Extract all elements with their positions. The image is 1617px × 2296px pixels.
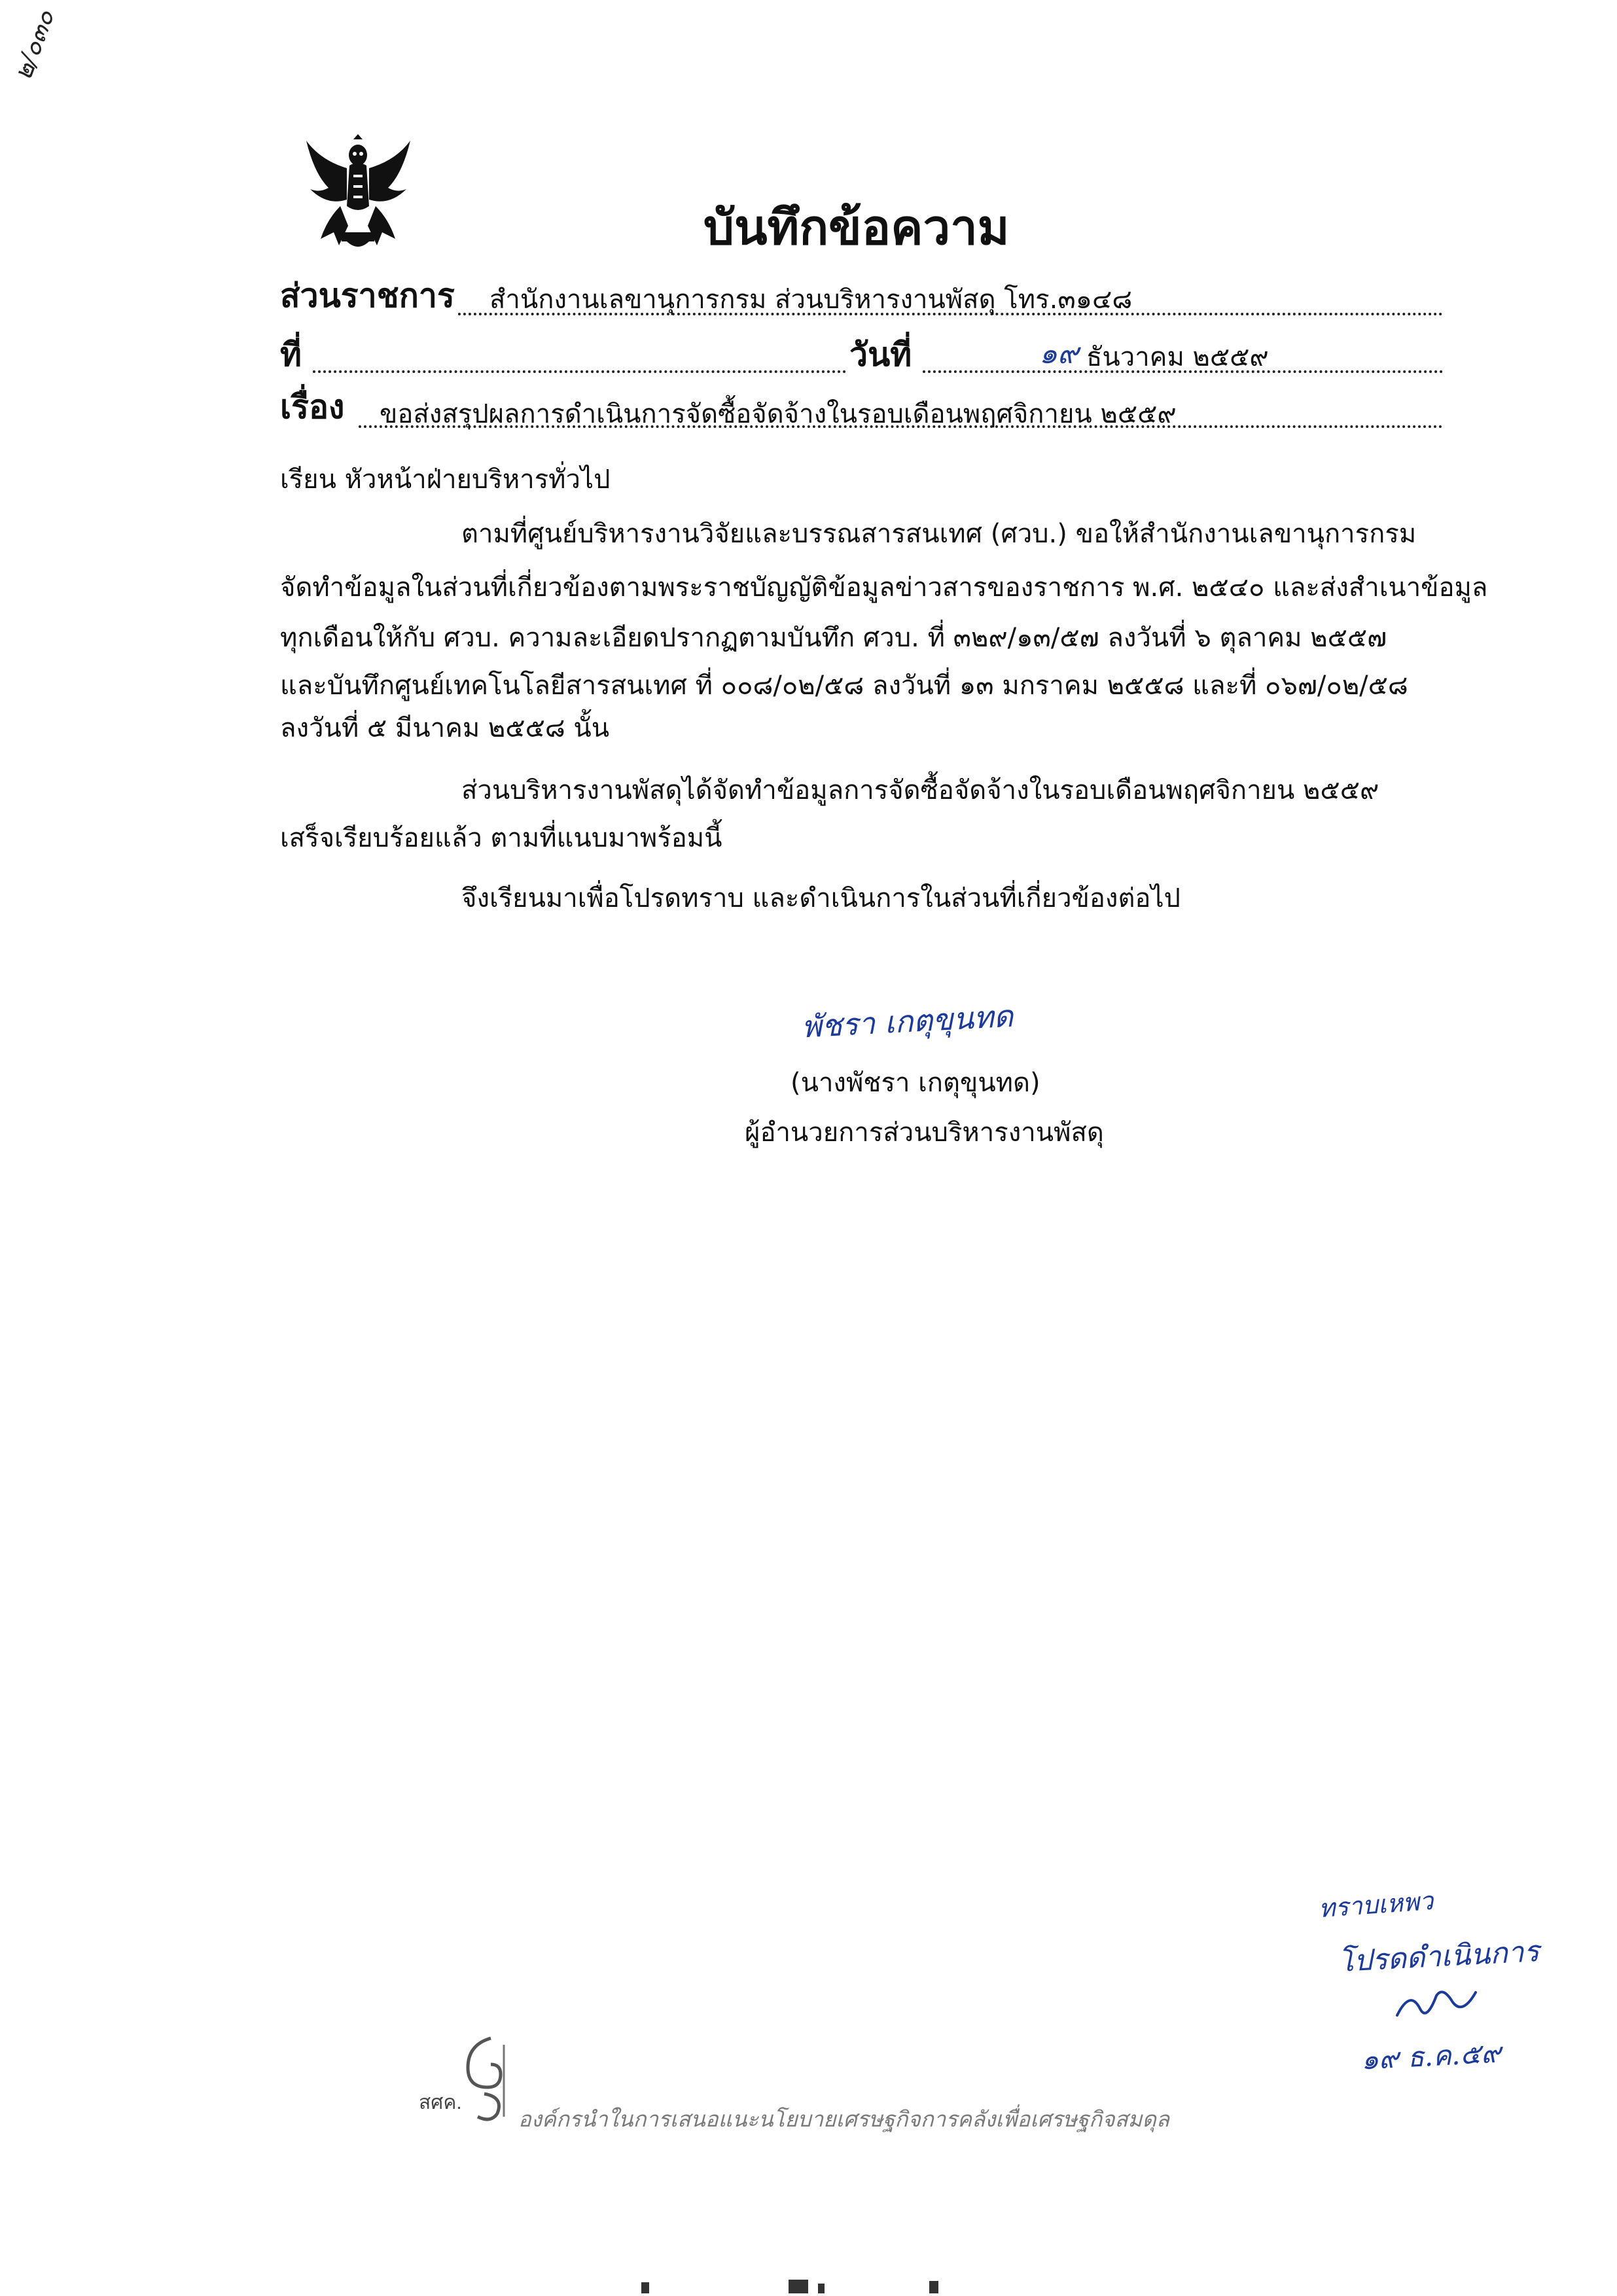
paragraph2-line1: ส่วนบริหารงานพัสดุได้จัดทำข้อมูลการจัดซื้อจัดจ้างในรอบเดือนพฤศจิกายน ๒๕๕๙: [461, 775, 1379, 805]
subject-value: ขอส่งสรุปผลการดำเนินการจัดซื้อจัดจ้างในรอบเดือนพฤศจิกายน ๒๕๕๙: [380, 399, 1177, 429]
document-title: บันทึกข้อความ: [703, 200, 1010, 256]
department-label: ส่วนราชการ: [280, 277, 455, 315]
signatory-name: (นางพัชรา เกตุขุนทด): [791, 1068, 1040, 1098]
reference-label: ที่: [280, 336, 302, 374]
salutation: เรียน หัวหน้าฝ่ายบริหารทั่วไป: [280, 465, 611, 495]
footer-slogan: องค์กรนำในการเสนอแนะนโยบายเศรษฐกิจการคลังเพื่อเศรษฐกิจสมดุล: [518, 2106, 1169, 2132]
annotation-date: ๑๙ ธ.ค.๕๙: [1360, 2036, 1502, 2076]
annotation-initials-icon: [1391, 1983, 1482, 2028]
paragraph2-line2: เสร็จเรียบร้อยแล้ว ตามที่แนบมาพร้อมนี้: [280, 823, 722, 853]
annotation-line2: โปรดดำเนินการ: [1337, 1934, 1540, 1979]
reference-dotted-line: [313, 370, 846, 373]
logo-text: สศค.: [419, 2092, 462, 2113]
date-label: วันที่: [849, 336, 912, 374]
paragraph1-line2: จัดทำข้อมูลในส่วนที่เกี่ยวข้องตามพระราชบัญญัติข้อมูลข่าวสารของราชการ พ.ศ. ๒๕๔๐ และส่งสำเนาข้อมูล: [280, 573, 1488, 603]
paragraph1-line3: ทุกเดือนให้กับ ศวบ. ความละเอียดปรากฏตามบันทึก ศวบ. ที่ ๓๒๙/๑๓/๕๗ ลงวันที่ ๖ ตุลาคม ๒๕๕๗: [280, 623, 1387, 653]
closing-paragraph: จึงเรียนมาเพื่อโปรดทราบ และดำเนินการในส่วนที่เกี่ยวข้องต่อไป: [461, 883, 1181, 913]
department-value: สำนักงานเลขานุการกรม ส่วนบริหารงานพัสดุ โทร.๓๑๔๘: [489, 285, 1133, 315]
date-month-year: ธันวาคม ๒๕๕๙: [1086, 342, 1269, 372]
paragraph1-line4: และบันทึกศูนย์เทคโนโลยีสารสนเทศ ที่ ๐๐๘/๐๒/๕๘ ลงวันที่ ๑๓ มกราคม ๒๕๕๘ และที่ ๐๖๗/๐๒/๕๘: [280, 671, 1408, 701]
scan-edge-marks: [641, 2276, 949, 2293]
paragraph1-line5: ลงวันที่ ๕ มีนาคม ๒๕๕๘ นั้น: [280, 713, 610, 743]
signatory-position: ผู้อำนวยการส่วนบริหารงานพัสดุ: [745, 1118, 1104, 1148]
annotation-line1: ทราบเหพว: [1317, 1886, 1434, 1924]
garuda-emblem-icon: [301, 134, 416, 252]
handwritten-signature: พัชรา เกตุขุนทด: [800, 998, 1014, 1045]
page-number: ๒/๐๓๐: [8, 6, 60, 84]
subject-label: เรื่อง: [280, 388, 345, 426]
paragraph1-line1: ตามที่ศูนย์บริหารงานวิจัยและบรรณสารสนเทศ (ศวบ.) ขอให้สำนักงานเลขานุการกรม: [461, 519, 1417, 549]
date-day: ๑๙: [1039, 337, 1079, 370]
